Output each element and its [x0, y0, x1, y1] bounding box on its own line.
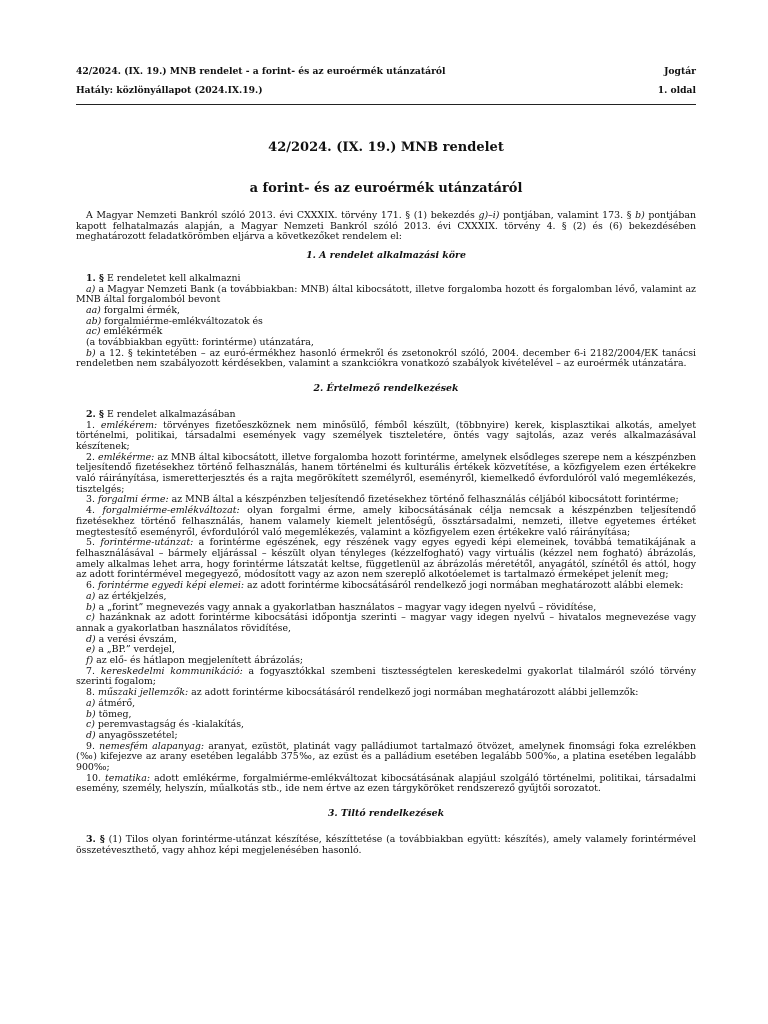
definition-8-a: a) átmérő,	[86, 697, 136, 709]
definition-6: 6. forintérme egyedi képi elemei: az adott forintérme kibocsátásáról rendelkező jogi normában meghatározott alábbi elemek:	[86, 580, 684, 592]
document-title: 42/2024. (IX. 19.) MNB rendelet	[268, 140, 504, 155]
definition-8-c: c) peremvastagság és -kialakítás,	[86, 719, 244, 731]
definition-9: 9. nemesfém alapanyag: aranyat, ezüstöt, platinát vagy palládiumot tartalmazó ötvözet, amelynek finomsági foka ezrelékben (‰) kifejezve az arany esetében legalább 375‰, az ezüst és a palládium esetében legalább 500‰, a platina esetében legalább 900‰;	[76, 740, 696, 774]
definition-8: 8. műszaki jellemzők: az adott forintérme kibocsátásáról rendelkező jogi normában meghatározott alábbi jellemzők:	[86, 687, 639, 699]
definition-5: 5. forintérme-utánzat: a forintérme egészének, egy részének vagy egyes egyedi képi elemeinek, továbbá tematikájának a felhasználásával – bármely eljárással – készült olyan tényleges (kézzelfogható) vagy virtuális (kézzel nem fogható) ábrázolás, amely alkalmas lehet arra, hogy forintérme látszatát keltse, függetlenül az ábrázolás méretétől, anyagától, színétől és attól, hogy az adott forintérmével megegyező, módosított vagy az azon nem szereplő alkotóelemet is tartalmazó érmeképet jelenít meg;	[76, 537, 696, 581]
header-doc-ref: 42/2024. (IX. 19.) MNB rendelet - a forint- és az euroérmék utánzatáról	[76, 66, 446, 77]
section-heading-1: 1. A rendelet alkalmazási köre	[306, 250, 466, 262]
header-page-number: 1. oldal	[657, 85, 696, 96]
paragraph-2: 2. § E rendelet alkalmazásában	[86, 408, 236, 420]
paragraph-1-ac: ac) emlékérmék	[86, 326, 163, 338]
definition-10: 10. tematika: adott emlékérme, forgalmiérme-emlékváltozat kibocsátásának alapjául szolgáló történelmi, politikai, társadalmi esemény, személy, helyszín, műalkotás stb., ide nem értve az ezen tárgyköröket rendszerező gyűjtői sorozatot.	[76, 772, 697, 795]
definition-6-a: a) az értékjelzés,	[86, 590, 167, 602]
definition-3: 3. forgalmi érme: az MNB által a készpénzben teljesítendő fizetésekhez történő felhasználás céljából kibocsátott forintérme;	[86, 494, 679, 506]
definition-1: 1. emlékérem: törvényes fizetőeszköznek nem minősülő, fémből készült, (többnyire) kerek, kisplasztikai alkotás, amelyet történelmi, politikai, társadalmi események vagy személyek tiszteletére, öntés vagy sajtolás, azaz verés alkalmazásával készítenek;	[76, 419, 696, 452]
definition-8-d: d) anyagösszetétel;	[86, 729, 178, 741]
section-heading-3: 3. Tiltó rendelkezések	[327, 808, 445, 820]
definition-6-c: c) hazánknak az adott forintérme kibocsátási időpontja szerinti – magyar vagy idegen nyelvű – hivatalos megnevezése vagy annak a gyakorlatban használatos rövidítése,	[76, 612, 696, 634]
paragraph-1: 1. § E rendeletet kell alkalmazni	[86, 272, 241, 284]
paragraph-1-a: a) a Magyar Nemzeti Bank (a továbbiakban: MNB) által kibocsátott, illetve forgalomba hozott és forgalomban lévő, valamint az MNB által forgalomból bevont	[76, 283, 696, 306]
paragraph-1-aa: aa) forgalmi érmék,	[86, 304, 181, 316]
header-status: Hatály: közlönyállapot (2024.IX.19.)	[76, 85, 263, 96]
header-publisher: Jogtár	[664, 66, 696, 77]
definition-2: 2. emlékérme: az MNB által kibocsátott, illetve forgalomba hozott forintérme, amelynek elsődleges szerepe nem a készpénzben teljesítendő fizetésekhez történő felhasználás, hanem történelmi és kulturális értékek közvetítése, a közfigyelem ezen értékekre való ráirányítása, ismeretterjesztés és a rajta megörökített személyről, eseményről, kiemelkedő évfordulóról való megemlékezés, tisztelgés;	[76, 451, 696, 495]
definition-6-f: f) az elő- és hátlapon megjelenített ábrázolás;	[86, 655, 304, 667]
definition-6-b: b) a „forint” megnevezés vagy annak a gyakorlatban használatos – magyar vagy idegen nyelvű – rövidítése,	[86, 601, 597, 613]
paragraph-1-after: (a továbbiakban együtt: forintérme) utánzatára,	[86, 337, 314, 349]
definition-6-e: e) a „BP.” verdejel,	[86, 644, 175, 656]
definition-7: 7. kereskedelmi kommunikáció: a fogyasztókkal szembeni tisztességtelen kereskedelmi gyakorlat tilalmáról szóló törvény szerinti fogalom;	[76, 665, 696, 688]
preamble: A Magyar Nemzeti Bankról szóló 2013. évi CXXXIX. törvény 171. § (1) bekezdés g)–i) pontjában, valamint 173. § b) pontjában kapott felhatalmazás alapján, a Magyar Nemzeti Bankról szóló 2013. évi CXXXIX. törvény 4. § (2) és (6) bekezdésében meghatározott feladatkörömben eljárva a következőket rendelem el:	[76, 210, 696, 243]
paragraph-1-b: b) a 12. § tekintetében – az euró-érmékhez hasonló érmekről és zsetonokról szóló, 2004. december 6-i 2182/2004/EK tanácsi rendeletben nem szabályozott kérdésekben, valamint a szankciókra vonatkozó szabályok kivételével – az euroérmék utánzatára.	[76, 347, 696, 370]
document-body	[76, 211, 696, 856]
document-subtitle: a forint- és az euroérmék utánzatáról	[249, 181, 523, 196]
header-divider	[76, 104, 696, 105]
paragraph-3: 3. § (1) Tilos olyan forintérme-utánzat készítése, készíttetése (a továbbiakban együtt: készítés), amely valamely forintérmével összetéveszthető, vagy ahhoz képi megjelenésében hasonló.	[76, 833, 696, 856]
definition-8-b: b) tömeg,	[86, 708, 132, 720]
definition-4: 4. forgalmiérme-emlékváltozat: olyan forgalmi érme, amely kibocsátásának célja nemcsak a készpénzben teljesítendő fizetésekhez történő felhasználás, hanem valamely kiemelt jelentőségű, össztársadalmi, nemzeti, illetve egyetemes értéket megtestesítő eseményről, évfordulóról való megemlékezés, valamint a közfigyelem ezen értékekre való ráirányítása;	[76, 505, 696, 538]
section-heading-2: 2. Értelmező rendelkezések	[313, 383, 459, 395]
paragraph-1-ab: ab) forgalmiérme-emlékváltozatok és	[86, 315, 263, 327]
definition-6-d: d) a verési évszám,	[86, 633, 177, 645]
